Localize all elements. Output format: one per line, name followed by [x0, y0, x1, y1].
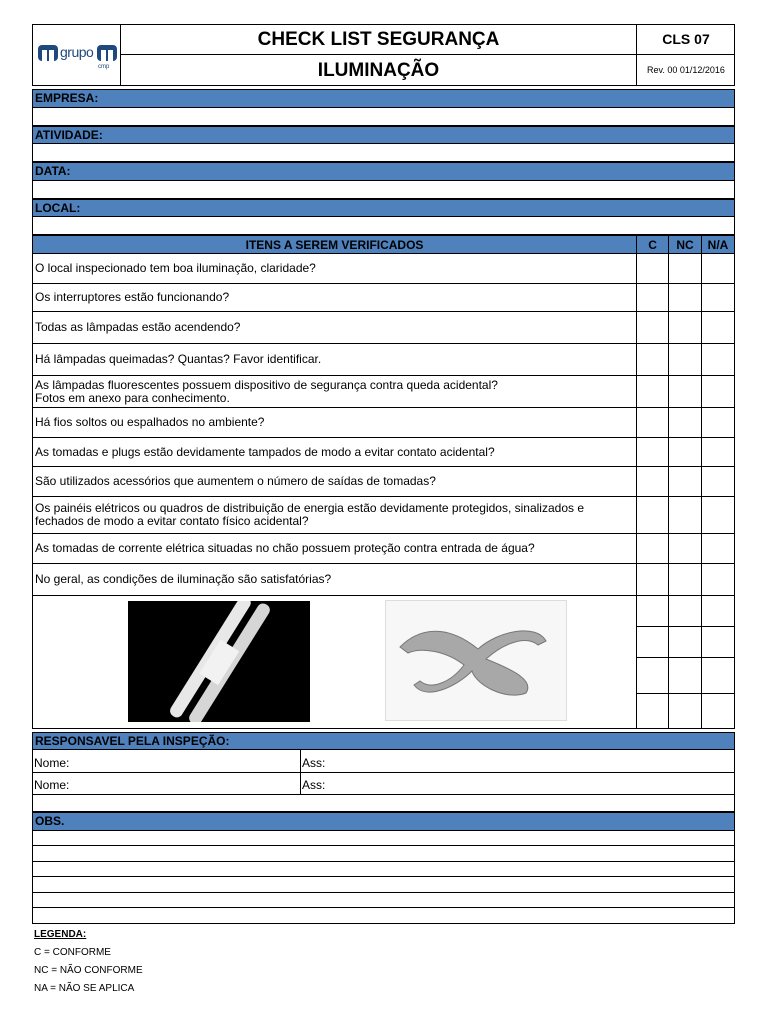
legend-nc: NC = NÃO CONFORME: [34, 965, 143, 976]
checkbox-nc[interactable]: [669, 497, 702, 534]
document-revision: Rev. 00 01/12/2016: [647, 65, 725, 75]
checkbox-nc[interactable]: [669, 344, 702, 376]
col-c-header: C: [637, 236, 669, 254]
checklist-item: O local inspecionado tem boa iluminação, claridade?: [33, 254, 637, 284]
table-row: [33, 254, 735, 284]
checkbox-nc[interactable]: [669, 694, 702, 729]
checkbox-na[interactable]: [702, 534, 735, 564]
checkbox-c[interactable]: [637, 694, 669, 729]
checkbox-nc[interactable]: [669, 564, 702, 596]
checkbox-nc[interactable]: [669, 534, 702, 564]
page-subtitle: ILUMINAÇÃO: [121, 55, 637, 86]
table-row: [33, 376, 735, 408]
checkbox-na[interactable]: [702, 627, 735, 658]
ass-label-1: Ass:: [302, 756, 326, 770]
checkbox-nc[interactable]: [669, 596, 702, 627]
nome-label-1: Nome:: [34, 756, 70, 770]
obs-line[interactable]: [32, 908, 735, 924]
checkbox-na[interactable]: [702, 284, 735, 312]
checklist-item: Todas as lâmpadas estão acendendo?: [33, 312, 637, 344]
nome-field-2[interactable]: [32, 773, 301, 795]
metal-clip-icon: [386, 601, 568, 722]
checklist-item: Há fios soltos ou espalhados no ambiente?: [33, 408, 637, 438]
table-row: [33, 312, 735, 344]
checkbox-nc[interactable]: [669, 438, 702, 467]
obs-line[interactable]: [32, 877, 735, 893]
ass-field-2[interactable]: [300, 773, 735, 795]
table-row: [33, 564, 735, 596]
checklist-item: As tomadas e plugs estão devidamente tampados de modo a evitar contato acidental?: [33, 438, 637, 467]
table-row: [33, 284, 735, 312]
data-field[interactable]: [32, 181, 735, 199]
checkbox-nc[interactable]: [669, 254, 702, 284]
legend-title: LEGENDA:: [34, 929, 87, 940]
table-row: [33, 534, 735, 564]
checkbox-na[interactable]: [702, 438, 735, 467]
local-field[interactable]: [32, 217, 735, 235]
table-row: [33, 344, 735, 376]
empresa-field[interactable]: [32, 108, 735, 126]
checkbox-na[interactable]: [702, 408, 735, 438]
checkbox-c[interactable]: [637, 284, 669, 312]
logo-text: grupo: [60, 44, 94, 60]
spacer-row: [32, 795, 735, 812]
ass-field-1[interactable]: [300, 750, 735, 773]
local-label: LOCAL:: [32, 199, 735, 217]
lamp-tubes-icon: [128, 601, 310, 722]
checklist-item: As lâmpadas fluorescentes possuem dispositivo de segurança contra queda acidental? Fotos em anexo para conhecimento.: [33, 376, 637, 408]
checkbox-c[interactable]: [637, 497, 669, 534]
document-code: CLS 07: [637, 24, 735, 55]
table-row: [33, 438, 735, 467]
logo-mark: cmp: [98, 64, 110, 70]
checkbox-c[interactable]: [637, 564, 669, 596]
checkbox-na[interactable]: [702, 564, 735, 596]
fluorescent-lamp-photo: [128, 601, 310, 722]
checklist-item: São utilizados acessórios que aumentem o número de saídas de tomadas?: [33, 467, 637, 497]
atividade-field[interactable]: [32, 144, 735, 162]
checkbox-c[interactable]: [637, 658, 669, 694]
checkbox-c[interactable]: [637, 467, 669, 497]
legend-na: NA = NÃO SE APLICA: [34, 983, 135, 994]
checkbox-na[interactable]: [702, 344, 735, 376]
checklist-item: As tomadas de corrente elétrica situadas no chão possuem proteção contra entrada de água?: [33, 534, 637, 564]
checkbox-nc[interactable]: [669, 408, 702, 438]
obs-line[interactable]: [32, 846, 735, 862]
obs-line[interactable]: [32, 862, 735, 877]
checkbox-c[interactable]: [637, 438, 669, 467]
checkbox-nc[interactable]: [669, 627, 702, 658]
nome-field-1[interactable]: [32, 750, 301, 773]
checkbox-na[interactable]: [702, 497, 735, 534]
data-label: DATA:: [32, 162, 735, 181]
checklist-header: ITENS A SEREM VERIFICADOS: [33, 236, 637, 254]
obs-header: OBS.: [32, 812, 735, 831]
checkbox-na[interactable]: [702, 376, 735, 408]
checklist-item: Há lâmpadas queimadas? Quantas? Favor identificar.: [33, 344, 637, 376]
checklist-item: Os painéis elétricos ou quadros de distribuição de energia estão devidamente protegidos, sinalizados e fechados de modo a evitar contato físico acidental?: [33, 497, 637, 534]
lamp-clip-photo: [385, 600, 567, 721]
table-row: [33, 467, 735, 497]
empresa-label: EMPRESA:: [32, 89, 735, 108]
col-na-header: N/A: [702, 236, 735, 254]
col-nc-header: NC: [669, 236, 702, 254]
checkbox-na[interactable]: [702, 312, 735, 344]
legend-c: C = CONFORME: [34, 947, 111, 958]
checkbox-c[interactable]: [637, 312, 669, 344]
atividade-label: ATIVIDADE:: [32, 126, 735, 144]
checkbox-nc[interactable]: [669, 284, 702, 312]
nome-label-2: Nome:: [34, 778, 70, 792]
table-row: [33, 497, 735, 534]
checkbox-nc[interactable]: [669, 467, 702, 497]
checklist-item: No geral, as condições de iluminação são satisfatórias?: [33, 564, 637, 596]
checkbox-na[interactable]: [702, 694, 735, 729]
checkbox-c[interactable]: [637, 534, 669, 564]
ass-label-2: Ass:: [302, 778, 326, 792]
checkbox-nc[interactable]: [669, 312, 702, 344]
checkbox-c[interactable]: [637, 408, 669, 438]
checkbox-na[interactable]: [702, 596, 735, 627]
responsavel-header: RESPONSAVEL PELA INSPEÇÃO:: [32, 732, 735, 750]
checkbox-c[interactable]: [637, 344, 669, 376]
checkbox-c[interactable]: [637, 376, 669, 408]
obs-line[interactable]: [32, 831, 735, 846]
checkbox-c[interactable]: [637, 627, 669, 658]
table-row: [33, 408, 735, 438]
checkbox-na[interactable]: [702, 254, 735, 284]
page-title: CHECK LIST SEGURANÇA: [121, 24, 637, 55]
checkbox-nc[interactable]: [669, 376, 702, 408]
checkbox-c[interactable]: [637, 596, 669, 627]
checkbox-na[interactable]: [702, 467, 735, 497]
checkbox-nc[interactable]: [669, 658, 702, 694]
obs-line[interactable]: [32, 893, 735, 908]
logo-cell: [32, 24, 121, 86]
checklist-item: Os interruptores estão funcionando?: [33, 284, 637, 312]
checkbox-c[interactable]: [637, 254, 669, 284]
checkbox-na[interactable]: [702, 658, 735, 694]
